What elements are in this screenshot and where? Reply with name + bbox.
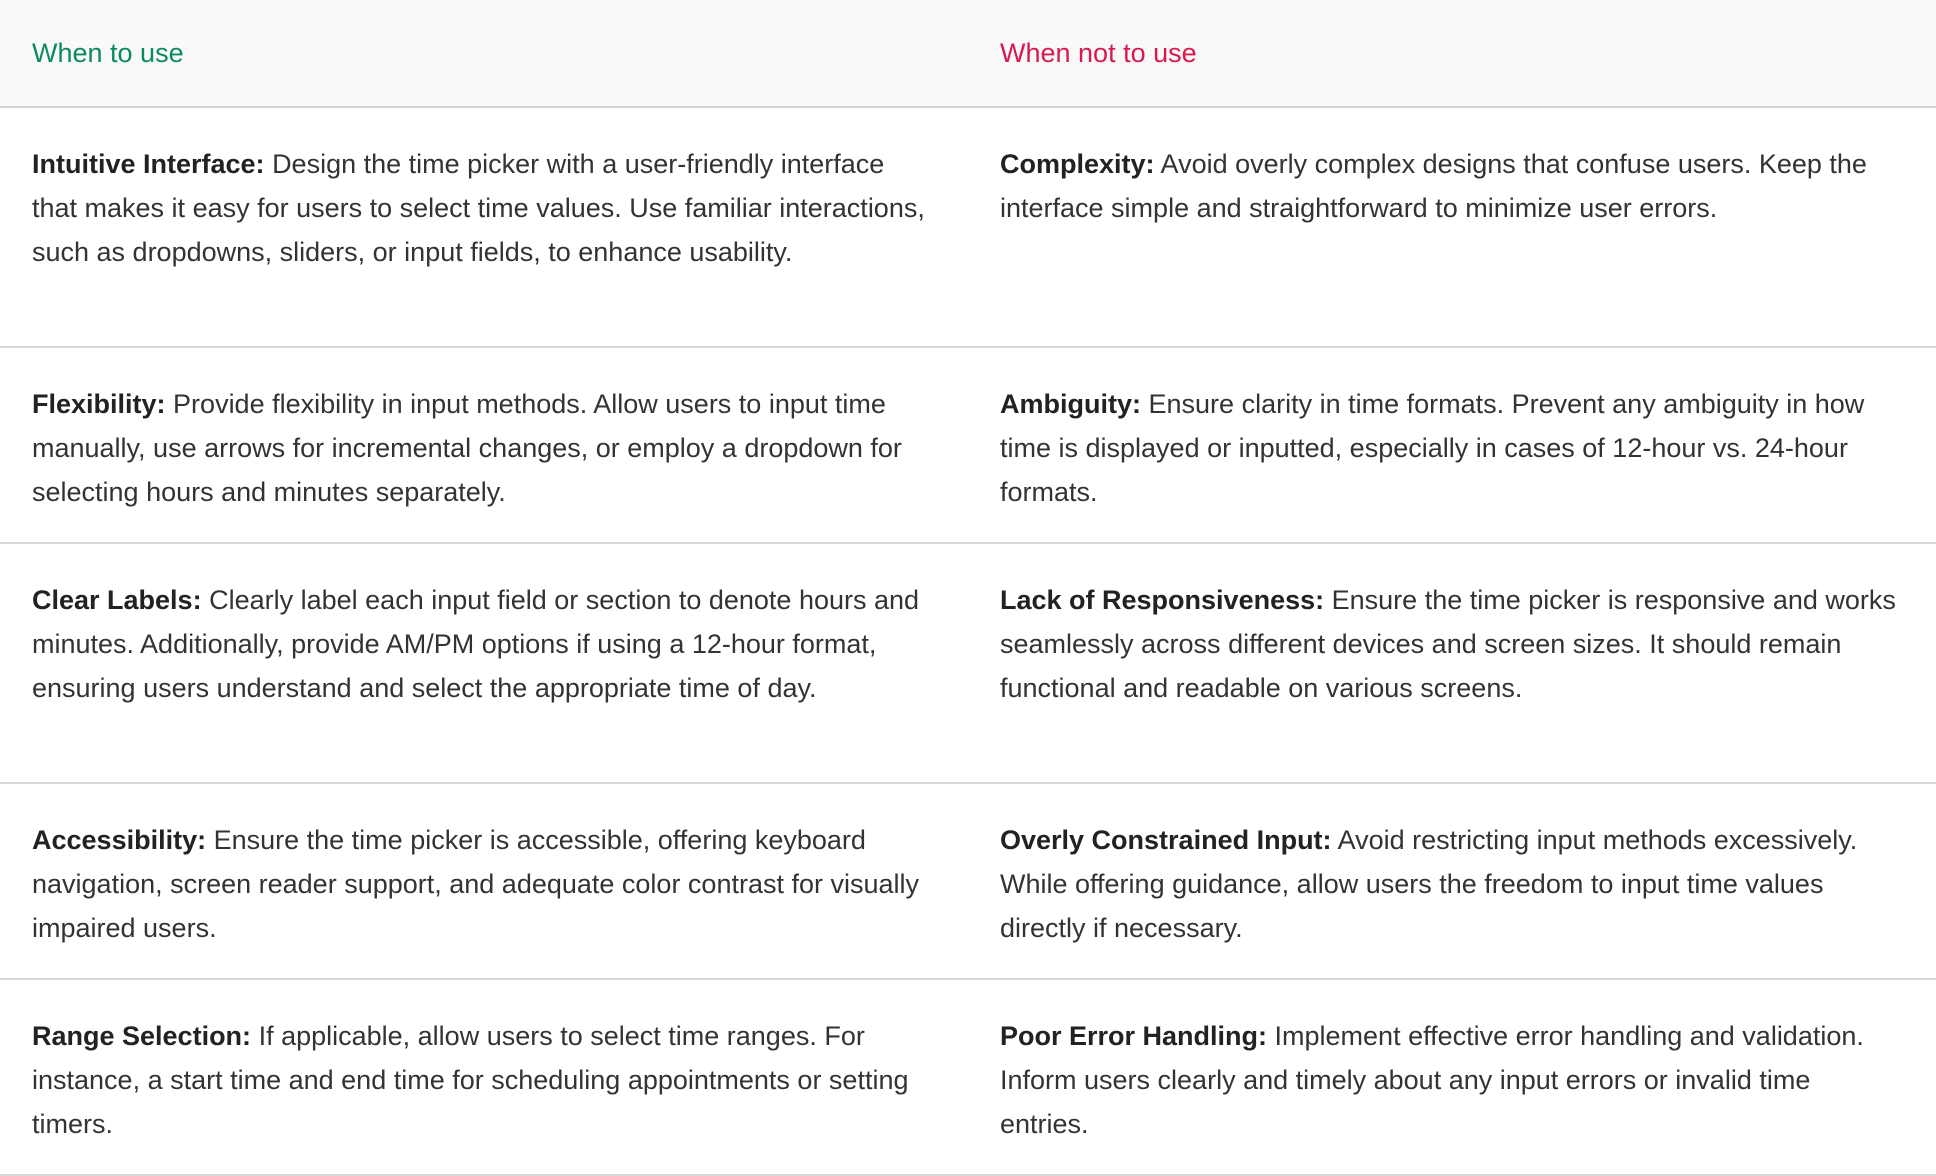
guideline-description: Ensure the time picker is responsive and works seamlessly across different devices and screen sizes. It should remain functional and readable on various screens. [1000, 585, 1896, 703]
when-not-to-use-header: When not to use [968, 0, 1936, 107]
when-to-use-cell [0, 107, 968, 347]
guideline-term: Intuitive Interface: [32, 149, 265, 179]
when-to-use-cell [0, 979, 968, 1175]
guideline-term: Poor Error Handling: [1000, 1021, 1268, 1051]
table-body [0, 107, 1936, 1175]
when-not-to-use-cell [968, 107, 1936, 347]
guideline-description: Avoid overly complex designs that confuse users. Keep the interface simple and straightforward to minimize user errors. [1000, 149, 1867, 223]
guideline-term: Accessibility: [32, 825, 207, 855]
when-not-to-use-cell [968, 543, 1936, 783]
header-row [0, 0, 1936, 107]
when-to-use-cell [0, 783, 968, 979]
when-to-use-header: When to use [0, 0, 968, 107]
guideline-description: Clearly label each input field or section to denote hours and minutes. Additionally, provide AM/PM options if using a 12-hour format, ensuring users understand and select the appropriate time of day. [32, 585, 920, 703]
table-row [0, 543, 1936, 783]
guideline-description: Implement effective error handling and validation. Inform users clearly and timely about any input errors or invalid time entries. [1000, 1021, 1864, 1139]
table-row [0, 979, 1936, 1175]
guideline-term: Flexibility: [32, 389, 166, 419]
when-not-to-use-cell [968, 979, 1936, 1175]
table-row [0, 347, 1936, 543]
guideline-description: Design the time picker with a user-friendly interface that makes it easy for users to select time values. Use familiar interactions, such as dropdowns, sliders, or input fields, to enhance usability. [32, 149, 925, 267]
guideline-description: Ensure clarity in time formats. Prevent any ambiguity in how time is displayed or inputted, especially in cases of 12-hour vs. 24-hour formats. [1000, 389, 1865, 507]
guideline-term: Range Selection: [32, 1021, 252, 1051]
guideline-term: Lack of Responsiveness: [1000, 585, 1325, 615]
guideline-term: Clear Labels: [32, 585, 202, 615]
table-row [0, 783, 1936, 979]
table-header [0, 0, 1936, 107]
guideline-description: Avoid restricting input methods excessively. While offering guidance, allow users the freedom to input time values directly if necessary. [1000, 825, 1858, 943]
guideline-term: Complexity: [1000, 149, 1155, 179]
when-not-to-use-cell [968, 783, 1936, 979]
guideline-term: Ambiguity: [1000, 389, 1141, 419]
table-row [0, 107, 1936, 347]
guideline-term: Overly Constrained Input: [1000, 825, 1332, 855]
guideline-description: Ensure the time picker is accessible, offering keyboard navigation, screen reader support, and adequate color contrast for visually impaired users. [32, 825, 920, 943]
guideline-description: If applicable, allow users to select time ranges. For instance, a start time and end time for scheduling appointments or setting timers. [32, 1021, 909, 1139]
when-to-use-cell [0, 543, 968, 783]
when-not-to-use-cell [968, 347, 1936, 543]
guideline-description: Provide flexibility in input methods. Allow users to input time manually, use arrows for incremental changes, or employ a dropdown for selecting hours and minutes separately. [32, 389, 902, 507]
when-to-use-cell [0, 347, 968, 543]
